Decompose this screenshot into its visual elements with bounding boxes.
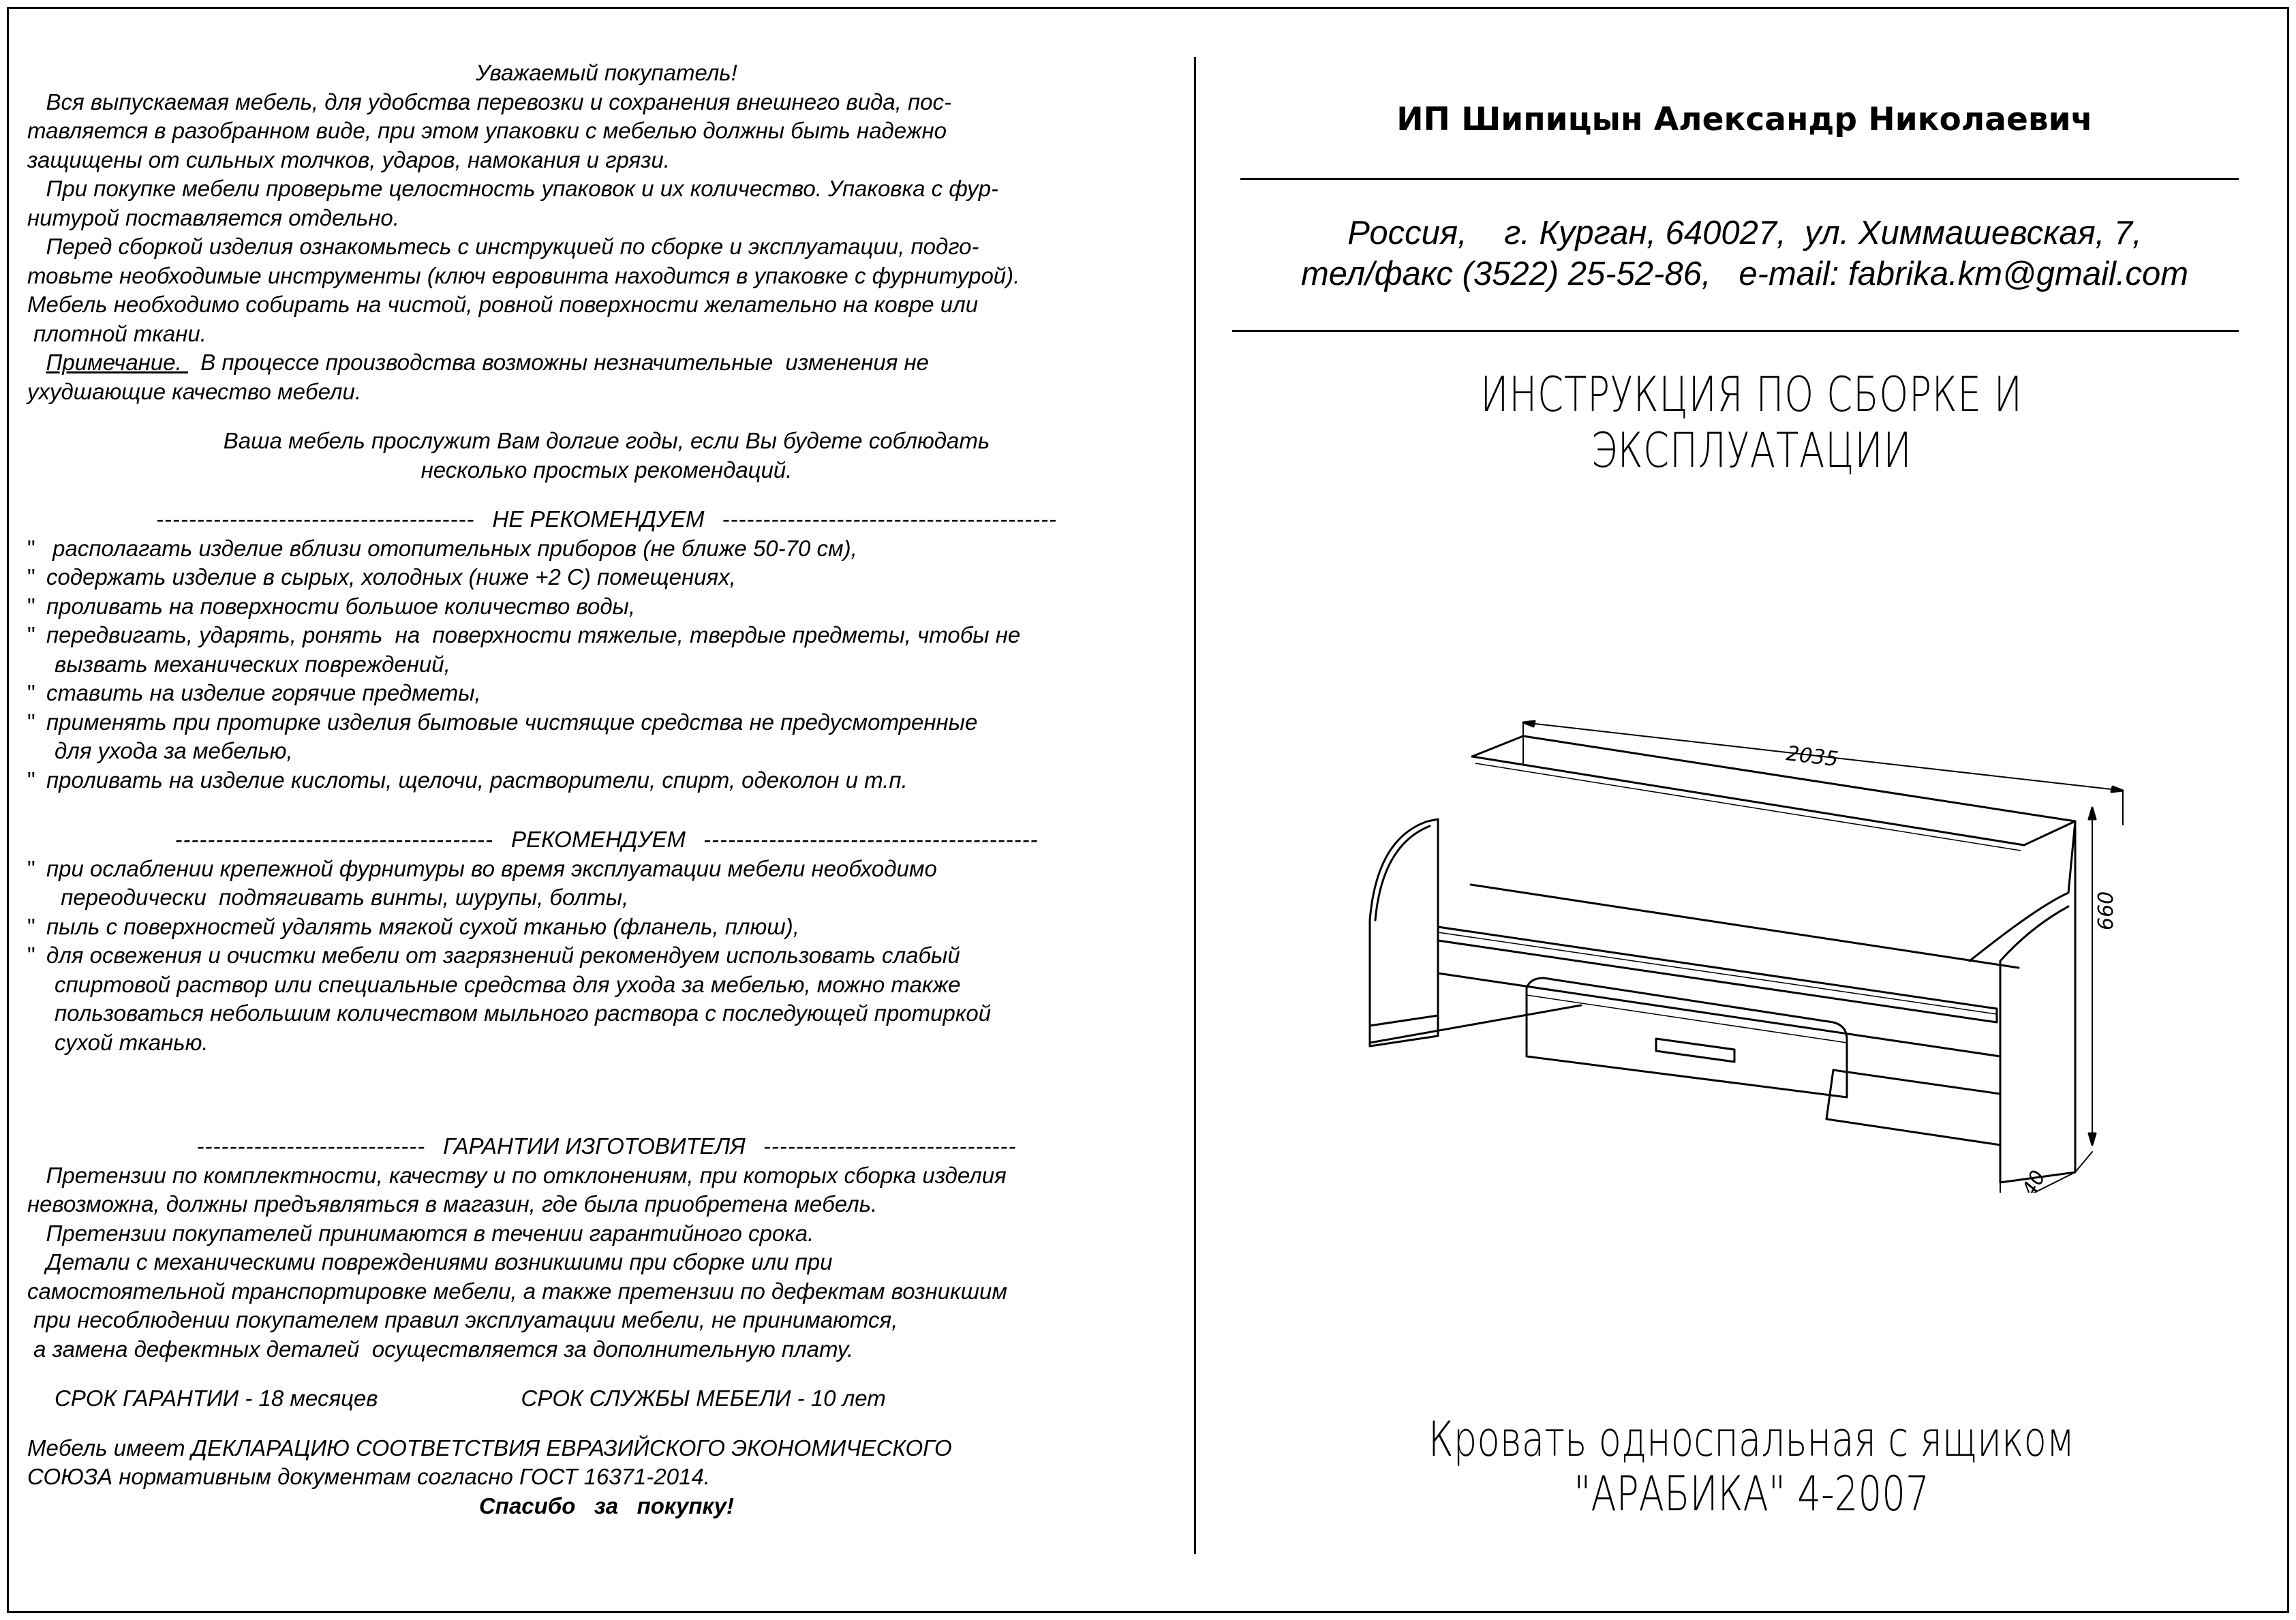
warranty-block (27, 1161, 1186, 1364)
note (27, 348, 1186, 378)
warranty-line: самостоятельной транспортировке мебели, а также претензии по дефектам возникшим (27, 1278, 1007, 1304)
note-label: Примечание. (46, 350, 188, 375)
list-item-continuation: для ухода за мебелью, (55, 738, 293, 763)
dimension-length: 2035 (1785, 742, 1840, 772)
terms-row (27, 1384, 1186, 1413)
greeting: Уважаемый покупатель! (476, 60, 737, 85)
recommend-heading: --------------------------------------- РЕКОМЕНДУЕМ ----------------------------------------- (27, 825, 1186, 855)
warranty-heading: ---------------------------- ГАРАНТИИ ИЗГОТОВИТЕЛЯ ------------------------------- (27, 1132, 1186, 1161)
declaration-line: Мебель имеет ДЕКЛАРАЦИЮ СООТВЕТСТВИЯ ЕВРАЗИЙСКОГО ЭКОНОМИЧЕСКОГО (27, 1435, 952, 1461)
center-fold-line (1194, 57, 1196, 1554)
left-page (27, 59, 1186, 1520)
warranty-line: невозможна, должны предъявляться в магазин, где была приобретена мебель. (27, 1191, 878, 1217)
list-item: " пыль с поверхностей удалять мягкой сухой тканью (фланель, плюш), (27, 913, 799, 939)
warranty-line: Претензии по комплектности, качеству и по отклонениям, при которых сборка изделия (27, 1162, 1007, 1188)
warranty-title: ГАРАНТИИ ИЗГОТОВИТЕЛЯ (443, 1133, 746, 1159)
not-recommend-heading: --------------------------------------- НЕ РЕКОМЕНДУЕМ ----------------------------------------- (27, 505, 1186, 534)
intro-line: При покупке мебели проверьте целостность упаковок и их количество. Упаковка с фур- (27, 176, 998, 201)
address-block (1220, 213, 2269, 294)
product-name: Кровать односпальная с ящиком "АРАБИКА" 4-2007 (1428, 1411, 2075, 1522)
document-title: ИНСТРУКЦИЯ ПО СБОРКЕ И ЭКСПЛУАТАЦИИ (1480, 367, 2023, 478)
dimension-height: 660 (2094, 891, 2118, 930)
recommend-title: РЕКОМЕНДУЕМ (511, 827, 686, 852)
warranty-line: а замена дефектных деталей осуществляется за дополнительную плату. (27, 1336, 854, 1362)
list-item: " проливать на изделие кислоты, щелочи, растворители, спирт, одеколон и т.п. (27, 767, 908, 793)
warranty-line: Претензии покупателей принимаются в течении гарантийного срока. (27, 1220, 814, 1246)
intro-line: Перед сборкой изделия ознакомьтесь с инструкцией по сборке и эксплуатации, подго- (27, 234, 979, 259)
list-item-continuation: переодически подтягивать винты, шурупы, болты, (55, 885, 629, 910)
list-item: " передвигать, ударять, ронять на поверхности тяжелые, твердые предметы, чтобы не (27, 622, 1021, 647)
wish-line: несколько простых рекомендаций. (420, 457, 793, 483)
intro-block (27, 88, 1186, 349)
list-item-continuation: сухой тканью. (55, 1029, 209, 1055)
list-item: " для освежения и очистки мебели от загрязнений рекомендуем использовать слабый (27, 943, 960, 968)
intro-line: защищены от сильных толчков, ударов, намокания и грязи. (27, 147, 670, 172)
thanks: Спасибо за покупку! (478, 1493, 735, 1518)
note-text-2: ухудшающие качество мебели. (27, 378, 361, 404)
address-line: Россия, г. Курган, 640027, ул. Химмашевская, 7, (1347, 215, 2142, 251)
bed-drawing-svg (1356, 702, 2133, 1193)
intro-line: товьте необходимые инструменты (ключ евровинта находится в упаковке с фурнитурой). (27, 262, 1020, 288)
company-name: ИП Шипицын Александр Николаевич (1396, 101, 2093, 138)
list-item: " содержать изделие в сырых, холодных (ниже +2 С) помещениях, (27, 564, 736, 590)
note-text: В процессе производства возможны незначительные изменения не (187, 350, 930, 375)
intro-line: нитурой поставляется отдельно. (27, 204, 399, 230)
rule-bottom (1232, 330, 2239, 332)
dimension-depth: 840 (2011, 1166, 2051, 1193)
bed-drawing (1356, 702, 2133, 1193)
list-item: " ставить на изделие горячие предметы, (27, 680, 481, 705)
intro-line: Вся выпускаемая мебель, для удобства перевозки и сохранения внешнего вида, пос- (27, 89, 951, 114)
rule-top (1240, 178, 2239, 180)
declaration-line: СОЮЗА нормативным документам согласно ГОСТ 16371-2014. (27, 1464, 710, 1489)
list-item-continuation: спиртовой раствор или специальные средства для ухода за мебелью, можно также (55, 971, 961, 997)
contact-line: тел/факс (3522) 25-52-86, e-mail: fabrika.km@gmail.com (1300, 256, 2189, 292)
list-item: " применять при протирке изделия бытовые чистящие средства не предусмотренные (27, 709, 978, 735)
warranty-term: СРОК ГАРАНТИИ - 18 месяцев (55, 1386, 378, 1411)
warranty-line: при несоблюдении покупателем правил эксплуатации мебели, не принимаются, (27, 1307, 898, 1332)
list-item: " располагать изделие вблизи отопительных приборов (не ближе 50-70 см), (27, 535, 857, 561)
service-term: СРОК СЛУЖБЫ МЕБЕЛИ - 10 лет (521, 1386, 886, 1411)
list-item-continuation: пользоваться небольшим количеством мыльного раствора с последующей протиркой (55, 1000, 992, 1026)
intro-line: Мебель необходимо собирать на чистой, ровной поверхности желательно на ковре или (27, 292, 979, 317)
intro-line: плотной ткани. (27, 320, 206, 346)
intro-line: тавляется в разобранном виде, при этом упаковки с мебелью должны быть надежно (27, 118, 947, 143)
not-recommend-list (27, 534, 1186, 795)
warranty-line: Детали с механическими повреждениями возникшими при сборке или при (27, 1249, 833, 1274)
list-item-continuation: вызвать механических повреждений, (55, 651, 450, 677)
wish-line: Ваша мебель прослужит Вам долгие годы, если Вы будете соблюдать (223, 428, 990, 453)
list-item: " проливать на поверхности большое количество воды, (27, 593, 636, 619)
recommend-list (27, 855, 1186, 1058)
not-recommend-title: НЕ РЕКОМЕНДУЕМ (492, 506, 705, 532)
list-item: " при ослаблении крепежной фурнитуры во время эксплуатации мебели необходимо (27, 855, 937, 881)
